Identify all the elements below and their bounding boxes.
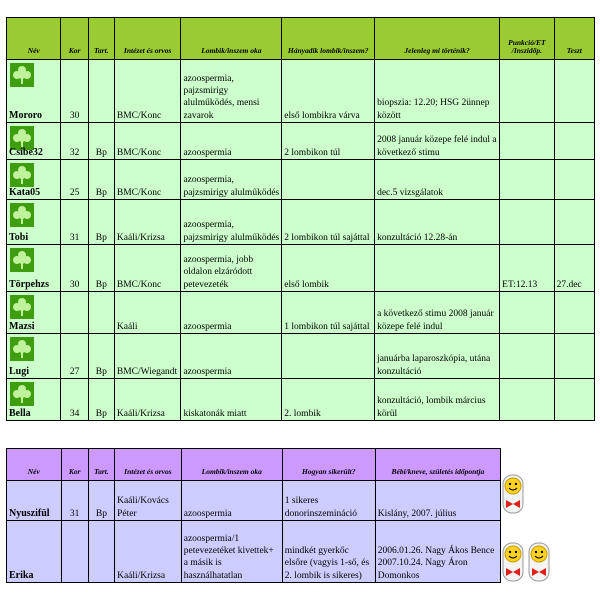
col-header: Név: [7, 18, 61, 60]
cell-punct: [500, 123, 554, 160]
cell-reason: azoospermia, pajzsmirigy alulműködés: [181, 160, 282, 200]
cell-age: 30: [61, 245, 88, 292]
clover-icon: [10, 295, 34, 319]
col-header: Név: [7, 449, 62, 481]
cell-age: 31: [61, 481, 88, 521]
table-row: [7, 521, 501, 583]
cell-status: [375, 245, 500, 292]
cell-reason: azoospermia, pajzsmirigy alulműködés: [181, 200, 282, 245]
cell-attempt: 1 lombikon túl sajáttal: [282, 292, 375, 334]
member-name-cell: [7, 292, 61, 334]
members-table: [6, 17, 595, 421]
col-header: Kor: [61, 18, 88, 60]
cell-clinic: Kaáli/Krizsa: [114, 200, 181, 245]
cell-age: 30: [61, 60, 88, 123]
cell-test: [554, 60, 594, 123]
cell-age: 27: [61, 334, 88, 379]
clover-icon: [10, 337, 34, 361]
col-header: Intézet és orvos: [114, 18, 181, 60]
col-header: Kor: [61, 449, 88, 481]
col-header: Teszt: [554, 18, 594, 60]
cell-test: [554, 160, 594, 200]
cell-region: Bp: [88, 245, 114, 292]
cell-clinic: Kaáli: [114, 292, 181, 334]
cell-status: januárba laparoszkópia, utána konzultáció: [375, 334, 500, 379]
member-name: Bella: [9, 407, 31, 419]
member-name-cell: [7, 481, 62, 521]
cell-region: Bp: [88, 379, 114, 421]
cell-region: [88, 292, 114, 334]
cell-status: konzultáció, lombik március körül: [375, 379, 500, 421]
cell-attempt: 2. lombik: [282, 379, 375, 421]
cell-test: [554, 292, 594, 334]
cell-age: 25: [61, 160, 88, 200]
member-name-cell: [7, 200, 61, 245]
cell-punct: [500, 200, 554, 245]
cell-reason: azoospermia, pajzsmirigy alulműködés, mensi zavarok: [181, 60, 282, 123]
table-row: [7, 123, 595, 160]
member-name-cell: [7, 123, 61, 160]
clover-icon: [10, 163, 34, 187]
col-header: Punkció/ET /Inszidőp.: [500, 18, 554, 60]
member-name: Mororo: [9, 109, 42, 121]
cell-status: a következő stimu 2008 január közepe felé indul: [375, 292, 500, 334]
col-header: Jelenleg mi történik?: [375, 18, 500, 60]
col-header: Tart.: [88, 449, 114, 481]
baby-icons: [502, 474, 528, 514]
cell-reason: azoospermia: [181, 481, 282, 521]
cell-reason: azoospermia, jobb oldalon elzáródott petevezeték: [181, 245, 282, 292]
cell-age: 32: [61, 123, 88, 160]
cell-how: mindkét gyerkőc elsőre (vagyis 1-ső, és 2. lombik is sikeres): [282, 521, 375, 583]
cell-punct: [500, 379, 554, 421]
col-header: Bébi/kneve, születés időpontja: [375, 449, 500, 481]
cell-age: [61, 292, 88, 334]
clover-icon: [10, 248, 34, 272]
cell-how: 1 sikeres donorinszemináció: [282, 481, 375, 521]
cell-clinic: BMC/Konc: [114, 245, 181, 292]
table-header-row: [7, 449, 501, 481]
member-name: Kata05: [9, 186, 41, 198]
cell-clinic: BMC/Konc: [114, 160, 181, 200]
member-name-cell: [7, 379, 61, 421]
cell-region: Bp: [88, 334, 114, 379]
clover-icon: [10, 63, 34, 87]
cell-reason: azoospermia/1 petevezetéket kivettek+ a másik is használhatatlan: [181, 521, 282, 583]
cell-reason: azoospermia: [181, 123, 282, 160]
cell-clinic: Kaáli/Krizsa: [114, 379, 181, 421]
table-row: [7, 160, 595, 200]
cell-attempt: [282, 160, 375, 200]
cell-attempt: [282, 334, 375, 379]
member-name-cell: [7, 160, 61, 200]
cell-test: [554, 334, 594, 379]
cell-region: Bp: [88, 160, 114, 200]
col-header: Lombik/inszem oka: [181, 449, 282, 481]
cell-status: konzultáció 12.28-án: [375, 200, 500, 245]
cell-attempt: 2 lombikon túl: [282, 123, 375, 160]
smiley-baby-icon: [502, 542, 524, 582]
cell-punct: ET:12.13: [500, 245, 554, 292]
table-row: [7, 379, 595, 421]
col-header: Hogyan sikerült?: [282, 449, 375, 481]
smiley-baby-icon: [502, 474, 524, 514]
cell-age: 34: [61, 379, 88, 421]
table-row: [7, 60, 595, 123]
member-name: Tobi: [9, 231, 29, 243]
col-header: Lombik/inszem oka: [181, 18, 282, 60]
cell-reason: kiskatonák miatt: [181, 379, 282, 421]
cell-reason: azoospermia: [181, 334, 282, 379]
cell-punct: [500, 160, 554, 200]
cell-region: Bp: [88, 481, 114, 521]
member-name-cell: [7, 521, 62, 583]
clover-icon: [10, 203, 34, 227]
cell-punct: [500, 292, 554, 334]
cell-reason: azoospermia: [181, 292, 282, 334]
cell-test: [554, 200, 594, 245]
cell-region: [88, 60, 114, 123]
col-header: Hányadik lombik/inszem?: [282, 18, 375, 60]
member-name-cell: [7, 60, 61, 123]
table-row: [7, 334, 595, 379]
cell-punct: [500, 334, 554, 379]
member-name: Mazsi: [9, 320, 35, 332]
col-header: Tart.: [88, 18, 114, 60]
cell-status: dec.5 vizsgálatok: [375, 160, 500, 200]
cell-age: 31: [61, 200, 88, 245]
cell-status: 2008 január közepe felé indul a következő stimu: [375, 123, 500, 160]
cell-baby: Kislány, 2007. július: [375, 481, 500, 521]
table-row: [7, 481, 501, 521]
member-name: Lugi: [9, 365, 30, 377]
member-name: Erika: [9, 569, 34, 581]
member-name-cell: [7, 245, 61, 292]
cell-clinic: BMC/Konc: [114, 60, 181, 123]
cell-attempt: első lombikra várva: [282, 60, 375, 123]
cell-test: [554, 123, 594, 160]
cell-test: [554, 379, 594, 421]
cell-clinic: BMC/Konc: [114, 123, 181, 160]
cell-attempt: első lombik: [282, 245, 375, 292]
table-row: [7, 292, 595, 334]
table-row: [7, 200, 595, 245]
cell-region: Bp: [88, 200, 114, 245]
member-name: Nyuszifül: [9, 507, 50, 519]
cell-age: [61, 521, 88, 583]
clover-icon: [10, 382, 34, 406]
cell-punct: [500, 60, 554, 123]
col-header: Intézet és orvos: [115, 449, 182, 481]
member-name: Csibe32: [9, 146, 43, 158]
table-row: [7, 245, 595, 292]
table-header-row: [7, 18, 595, 60]
member-name-cell: [7, 334, 61, 379]
member-name: Törpehzs: [9, 278, 49, 290]
baby-icons: [502, 542, 554, 582]
smiley-baby-icon: [528, 542, 550, 582]
cell-clinic: Kaáli/Kovács Péter: [115, 481, 182, 521]
cell-clinic: Kaáli/Krizsa: [115, 521, 182, 583]
cell-clinic: BMC/Wiegandt: [114, 334, 181, 379]
cell-baby: 2006.01.26. Nagy Ákos Bence 2007.10.24. Nagy Áron Domonkos: [375, 521, 500, 583]
cell-status: biopszia: 12.20; HSG 2ünnep között: [375, 60, 500, 123]
success-table: [6, 448, 501, 583]
cell-region: Bp: [88, 123, 114, 160]
cell-region: [88, 521, 114, 583]
cell-attempt: 2 lombikon túl sajáttal: [282, 200, 375, 245]
cell-test: 27.dec: [554, 245, 594, 292]
